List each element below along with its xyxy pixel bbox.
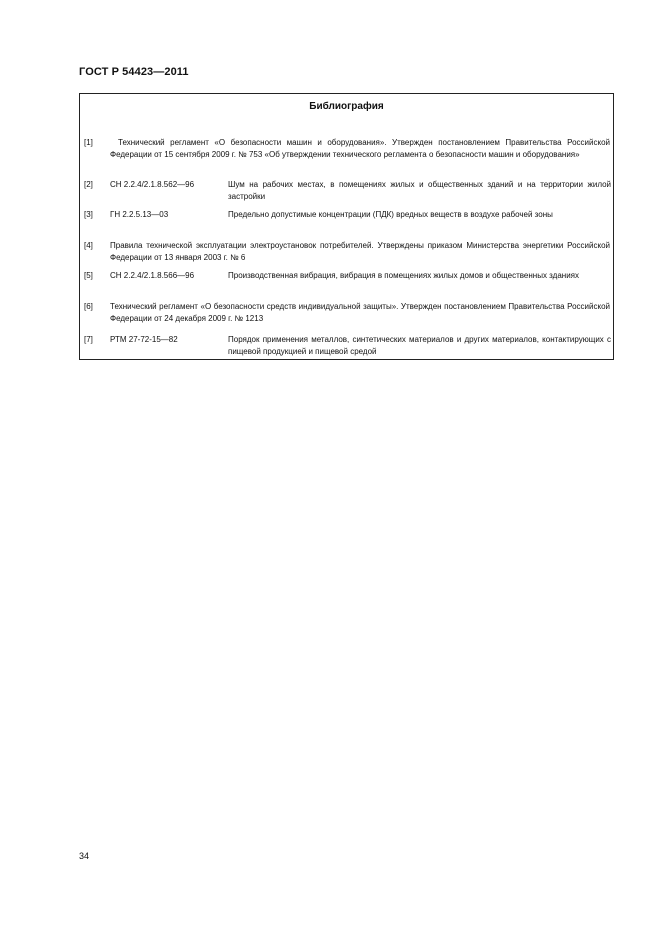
entry-code: СН 2.2.4/2.1.8.566—96 [110,271,195,280]
entry-text: Производственная вибрация, вибрация в помещениях жилых домов и общественных зданиях [228,271,579,280]
entry-text: Шум на рабочих местах, в помещениях жилых и общественных зданий и на территории жилой застройки [228,180,611,201]
entry-code: РТМ 27-72-15—82 [110,335,178,344]
entry-number: [2] [84,180,93,189]
entry-text: Технический регламент «О безопасности средств индивидуальной защиты». Утвержден постановлением Правительства Российской Федерации от 24 декабря 2009 г. № 1213 [110,302,610,323]
entry-text: Правила технической эксплуатации электроустановок потребителей. Утверждены приказом Министерства энергетики Российской Федерации от 13 января 2003 г. № 6 [110,241,610,262]
bibliography-title: Библиография [309,101,384,112]
entry-number: [1] [84,138,93,147]
entry-number: [7] [84,335,93,344]
entry-code: ГН 2.2.5.13—03 [110,210,169,219]
entry-number: [6] [84,302,93,311]
entry-text: Технический регламент «О безопасности машин и оборудования». Утвержден постановлением Правительства Российской Федерации от 15 сентября 2009 г. № 753 «Об утверждении технического регламента о безопасности машин и оборудования» [110,138,610,159]
entry-code: СН 2.2.4/2.1.8.562—96 [110,180,195,189]
document-standard-number: ГОСТ Р 54423—2011 [79,66,189,78]
entry-text: Предельно допустимые концентрации (ПДК) вредных веществ в воздухе рабочей зоны [228,210,553,219]
entry-number: [4] [84,241,93,250]
entry-text: Порядок применения металлов, синтетических материалов и других материалов, контактирующих с пищевой продукцией и пищевой средой [228,335,611,356]
bibliography-frame [79,93,614,360]
page-number: 34 [79,851,90,861]
entry-number: [3] [84,210,93,219]
entry-number: [5] [84,271,93,280]
